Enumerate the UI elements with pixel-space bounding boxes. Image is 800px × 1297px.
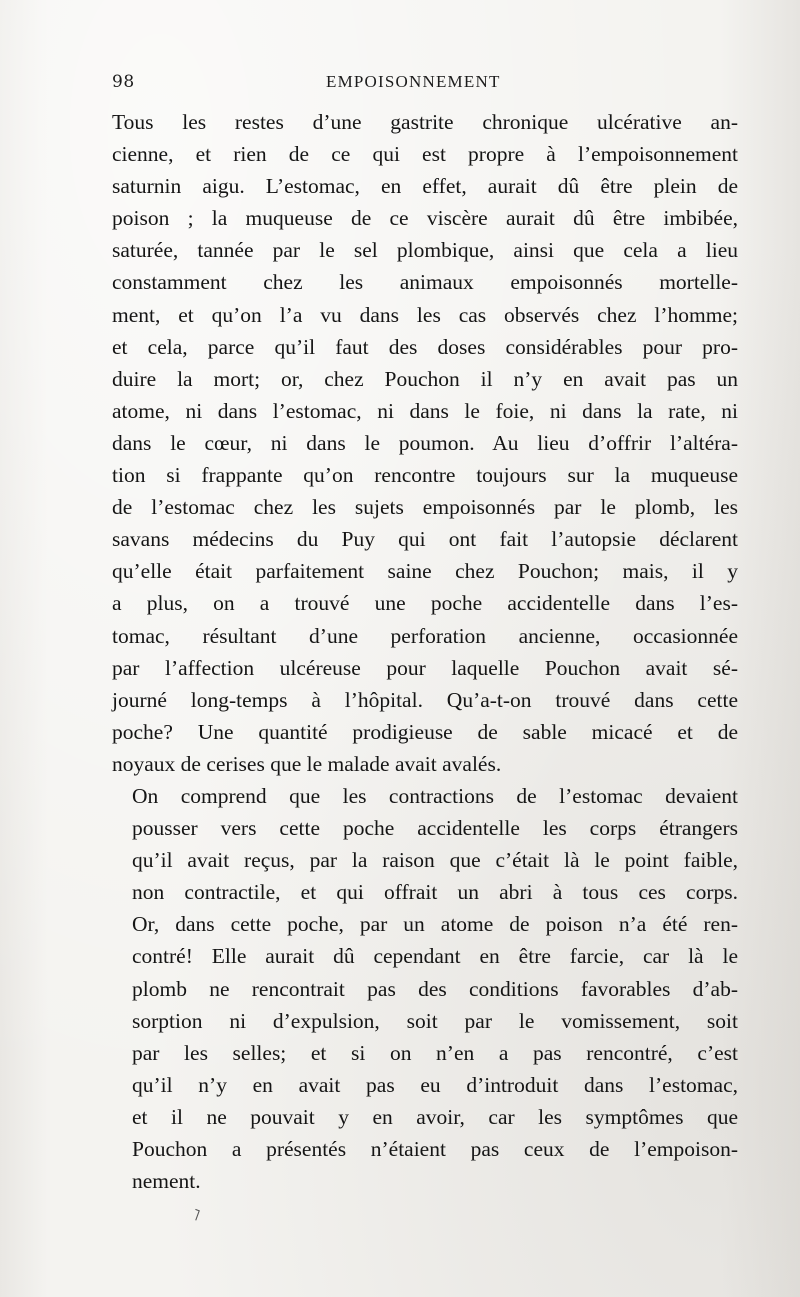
text-line: qu’il n’y en avait pas eu d’introduit dans l’estomac, [132, 1072, 738, 1097]
text-line: duire la mort; or, chez Pouchon il n’y en avait pas un [112, 366, 738, 391]
running-title: EMPOISONNEMENT [326, 72, 501, 91]
text-line: atome, ni dans l’estomac, ni dans le foie, ni dans la rate, ni [112, 398, 738, 423]
text-line: poison ; la muqueuse de ce viscère aurait dû être imbibée, [112, 206, 738, 231]
text-line: sorption ni d’expulsion, soit par le vomissement, soit [132, 1008, 738, 1033]
text-line: par l’affection ulcéreuse pour laquelle Pouchon avait sé- [112, 655, 738, 680]
text-line: et il ne pouvait y en avoir, car les symptômes que [132, 1104, 738, 1129]
text-line: a plus, on a trouvé une poche accidentelle dans l’es- [112, 591, 738, 616]
text-line: ment, et qu’on l’a vu dans les cas observés chez l’homme; [112, 302, 738, 327]
text-line: Or, dans cette poche, par un atome de poison n’a été ren- [132, 912, 738, 937]
text-line: non contractile, et qui offrait un abri à tous ces corps. [132, 880, 738, 905]
text-line: poche? Une quantité prodigieuse de sable micacé et de [112, 719, 738, 744]
text-line: nement. [132, 1169, 201, 1194]
text-line: saturnin aigu. L’estomac, en effet, aurait dû être plein de [112, 174, 738, 199]
text-line: de l’estomac chez les sujets empoisonnés par le plomb, les [112, 495, 738, 520]
paragraph-2 [112, 780, 738, 1197]
paragraph-1 [112, 106, 738, 780]
page-body [112, 106, 738, 1197]
text-line: tion si frappante qu’on rencontre toujours sur la muqueuse [112, 463, 738, 488]
text-line: par les selles; et si on n’en a pas rencontré, c’est [132, 1040, 738, 1065]
text-line: constamment chez les animaux empoisonnés mortelle- [112, 270, 738, 295]
text-line: qu’elle était parfaitement saine chez Pouchon; mais, il y [112, 559, 738, 584]
text-line: Pouchon a présentés n’étaient pas ceux de l’empoison- [132, 1137, 738, 1161]
text-line: tomac, résultant d’une perforation ancienne, occasionnée [112, 623, 738, 648]
text-line: dans le cœur, ni dans le poumon. Au lieu d’offrir l’altéra- [112, 430, 738, 455]
text-line: pousser vers cette poche accidentelle les corps étrangers [132, 816, 738, 841]
text-line: et cela, parce qu’il faut des doses considérables pour pro- [112, 334, 738, 359]
page-number: 98 [112, 72, 135, 92]
text-line: cienne, et rien de ce qui est propre à l’empoisonnement [112, 142, 738, 167]
text-line: contré! Elle aurait dû cependant en être farcie, car là le [132, 944, 738, 969]
printer-mark: ˥ [188, 1204, 203, 1225]
text-line: savans médecins du Puy qui ont fait l’autopsie déclarent [112, 527, 738, 552]
text-line: noyaux de cerises que le malade avait avalés. [112, 751, 502, 776]
text-line: journé long-temps à l’hôpital. Qu’a-t-on trouvé dans cette [112, 687, 738, 712]
text-line: qu’il avait reçus, par la raison que c’était là le point faible, [132, 848, 738, 873]
text-line: plomb ne rencontrait pas des conditions favorables d’ab- [132, 976, 738, 1001]
text-line: On comprend que les contractions de l’estomac devaient [132, 783, 738, 808]
text-line: Tous les restes d’une gastrite chronique ulcérative an- [112, 110, 738, 134]
text-line: saturée, tannée par le sel plombique, ainsi que cela a lieu [112, 238, 738, 263]
